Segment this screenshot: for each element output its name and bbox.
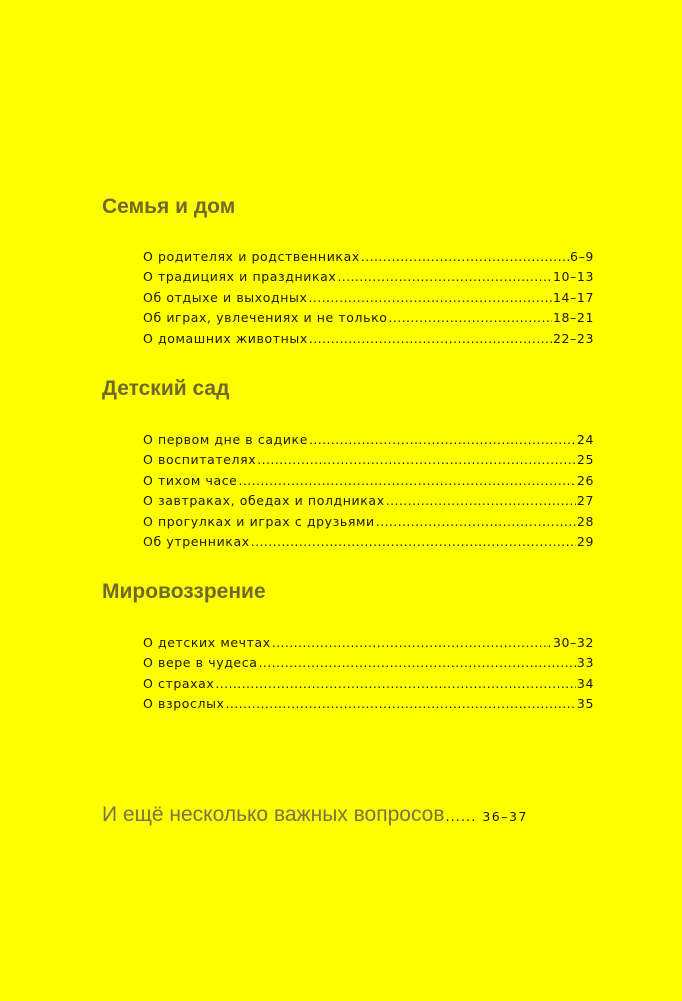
toc-entry-pages: 25 [576,452,594,468]
toc-entry-pages: 33 [576,655,594,671]
toc-entry-label: Об утренниках [143,533,250,549]
section-title-kindergarten: Детский сад [102,377,230,400]
toc-entry-pages: 35 [576,696,594,712]
toc-entry-pages: 10–13 [552,269,594,285]
toc-entry-pages: 28 [576,513,594,529]
toc-entry[interactable] [143,676,594,696]
dot-leader [388,310,551,325]
toc-entry[interactable] [143,514,594,534]
toc-entry[interactable] [143,269,594,289]
toc-entry[interactable] [143,696,594,716]
toc-entry-label: Об играх, увлечениях и не только [143,310,388,326]
dot-leader [337,269,552,284]
final-dot-leader: ...... [445,810,477,825]
final-entry-label: И ещё несколько важных вопросов [102,803,445,826]
dot-leader [251,534,576,549]
toc-entry-label: О домашних животных [143,330,308,346]
toc-entry-label: О вере в чудеса [143,655,258,671]
toc-entry[interactable] [143,473,594,493]
toc-entry-pages: 14–17 [552,289,594,305]
toc-entry-label: О тихом часе [143,472,238,488]
section-title-family-home: Семья и дом [102,195,236,218]
toc-entry-label: О прогулках и играх с друзьями [143,513,375,529]
toc-entry[interactable] [143,655,594,675]
toc-entry-pages: 18–21 [552,310,594,326]
dot-leader [226,696,576,711]
toc-entry-label: О родителях и родственниках [143,249,360,264]
toc-entry[interactable] [143,635,594,655]
toc-entry-label: О взрослых [143,696,225,712]
final-entry-pages: 36–37 [482,809,528,824]
toc-entry-pages: 34 [576,675,594,691]
toc-entry[interactable] [143,534,594,554]
dot-leader [215,676,575,691]
toc-entry-label: О первом дне в садике [143,432,308,447]
toc-entry-pages: 30–32 [552,635,594,650]
toc-entry[interactable] [143,249,594,269]
toc-entry-label: О традициях и праздниках [143,269,337,285]
toc-entry-label: О страхах [143,675,215,691]
dot-leader [258,655,575,670]
toc-entry[interactable] [143,310,594,330]
dot-leader [309,331,552,346]
toc-entry[interactable] [143,290,594,310]
toc-entry-pages: 26 [576,472,594,488]
toc-entry-pages: 29 [576,533,594,549]
toc-entry[interactable] [143,331,594,351]
toc-entry-label: О воспитателях [143,452,257,468]
toc-entry-label: О завтраках, обедах и полдниках [143,493,385,509]
toc-final-entry[interactable] [102,803,592,827]
toc-entry-label: О детских мечтах [143,635,271,650]
section-title-worldview: Мировоззрение [102,580,266,603]
toc-entry-pages: 24 [576,432,594,447]
dot-leader [376,514,576,529]
dot-leader [361,249,569,264]
toc-entry-pages: 6–9 [570,249,594,264]
toc-entry-label: Об отдыхе и выходных [143,289,308,305]
dot-leader [308,290,551,305]
toc-entry[interactable] [143,452,594,472]
dot-leader [238,473,575,488]
toc-list-worldview [143,635,594,717]
toc-entry-pages: 27 [576,493,594,509]
toc-list-kindergarten [143,432,594,554]
dot-leader [272,635,552,650]
toc-entry[interactable] [143,432,594,452]
toc-entry[interactable] [143,493,594,513]
dot-leader [386,493,576,508]
dot-leader [257,452,576,467]
dot-leader [309,432,576,447]
toc-list-family-home [143,249,594,351]
toc-entry-pages: 22–23 [552,330,594,346]
